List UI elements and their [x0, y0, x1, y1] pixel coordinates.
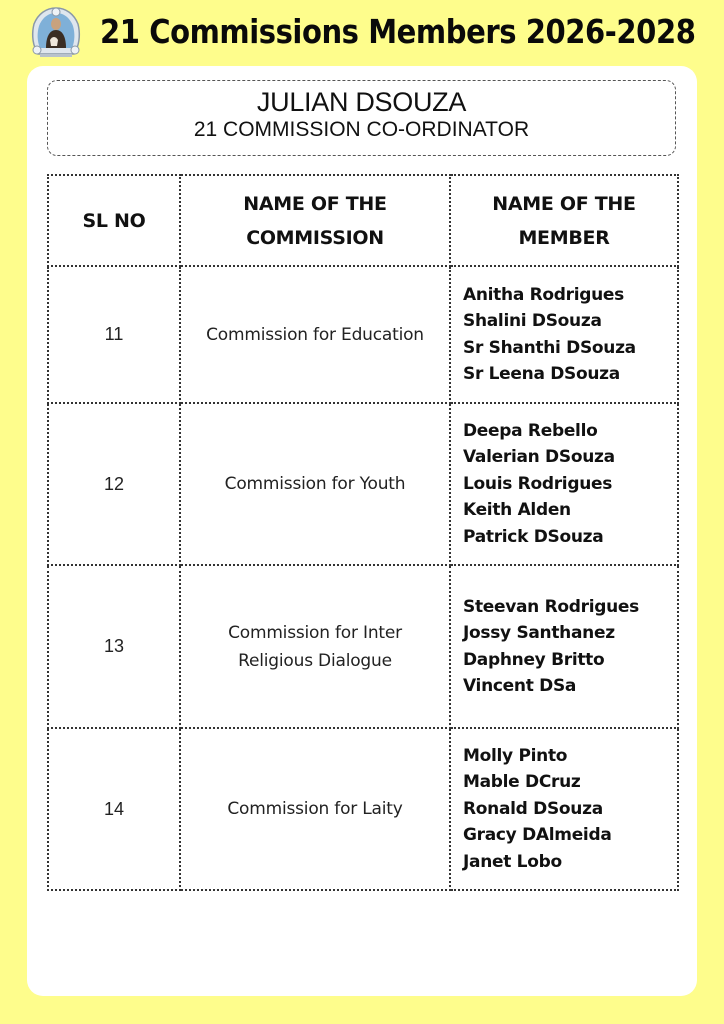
table-row	[48, 403, 678, 565]
commission-cell	[180, 565, 450, 728]
commissions-table	[47, 174, 679, 891]
member-name: Sr Shanthi DSouza	[463, 337, 636, 358]
column-header-sl-no	[48, 175, 180, 266]
commission-cell	[180, 403, 450, 565]
commission-name: Commission for Education	[206, 324, 424, 345]
members-cell	[450, 266, 678, 403]
column-header-member	[450, 175, 678, 266]
commission-name: Commission for Youth	[224, 474, 406, 494]
coordinator-role: 21 COMMISSION CO-ORDINATOR	[193, 118, 530, 141]
member-name: Sr Leena DSouza	[463, 364, 620, 384]
commission-name: Religious Dialogue	[238, 650, 392, 671]
sl-no-cell: 13	[48, 565, 180, 728]
member-name: Janet Lobo	[463, 851, 562, 872]
content-card	[27, 66, 697, 996]
member-name: Ronald DSouza	[463, 798, 603, 819]
member-name: Patrick DSouza	[463, 526, 604, 547]
header-text: COMMISSION	[246, 226, 384, 249]
parish-crest-logo-icon	[30, 6, 82, 60]
table-header-row	[48, 175, 678, 266]
member-name: Keith Alden	[463, 500, 571, 521]
member-name: Molly Pinto	[463, 745, 568, 766]
page-header	[0, 0, 724, 66]
commission-name: Commission for Laity	[227, 799, 403, 819]
header-text: NAME OF THE	[243, 192, 387, 215]
sl-no-cell: 14	[48, 728, 180, 890]
member-name: Louis Rodrigues	[463, 473, 613, 494]
table-row	[48, 266, 678, 403]
coordinator-box	[47, 80, 676, 156]
member-name: Valerian DSouza	[463, 447, 615, 468]
header-text: MEMBER	[518, 226, 610, 249]
commission-cell	[180, 728, 450, 890]
column-header-commission	[180, 175, 450, 266]
sl-no-cell: 12	[48, 403, 180, 565]
header-text: NAME OF THE	[492, 192, 636, 215]
members-cell	[450, 403, 678, 565]
member-name: Deepa Rebello	[463, 420, 598, 441]
member-name: Gracy DAlmeida	[463, 825, 612, 846]
coordinator-name: JULIAN DSOUZA	[256, 87, 467, 117]
header-text: SL NO	[82, 209, 146, 232]
members-cell	[450, 728, 678, 890]
member-name: Jossy Santhanez	[463, 623, 615, 643]
member-name: Daphney Britto	[463, 649, 605, 670]
member-name: Shalini DSouza	[463, 311, 602, 331]
member-name: Mable DCruz	[463, 772, 581, 793]
table-row	[48, 565, 678, 728]
member-name: Vincent DSa	[463, 676, 577, 696]
table-row	[48, 728, 678, 890]
member-name: Anitha Rodrigues	[463, 284, 624, 305]
sl-no-cell: 11	[48, 266, 180, 403]
page-title: 21 Commissions Members 2026-2028	[100, 12, 696, 51]
member-name: Steevan Rodrigues	[463, 596, 639, 617]
commission-cell	[180, 266, 450, 403]
commission-name: Commission for Inter	[228, 622, 402, 643]
members-cell	[450, 565, 678, 728]
